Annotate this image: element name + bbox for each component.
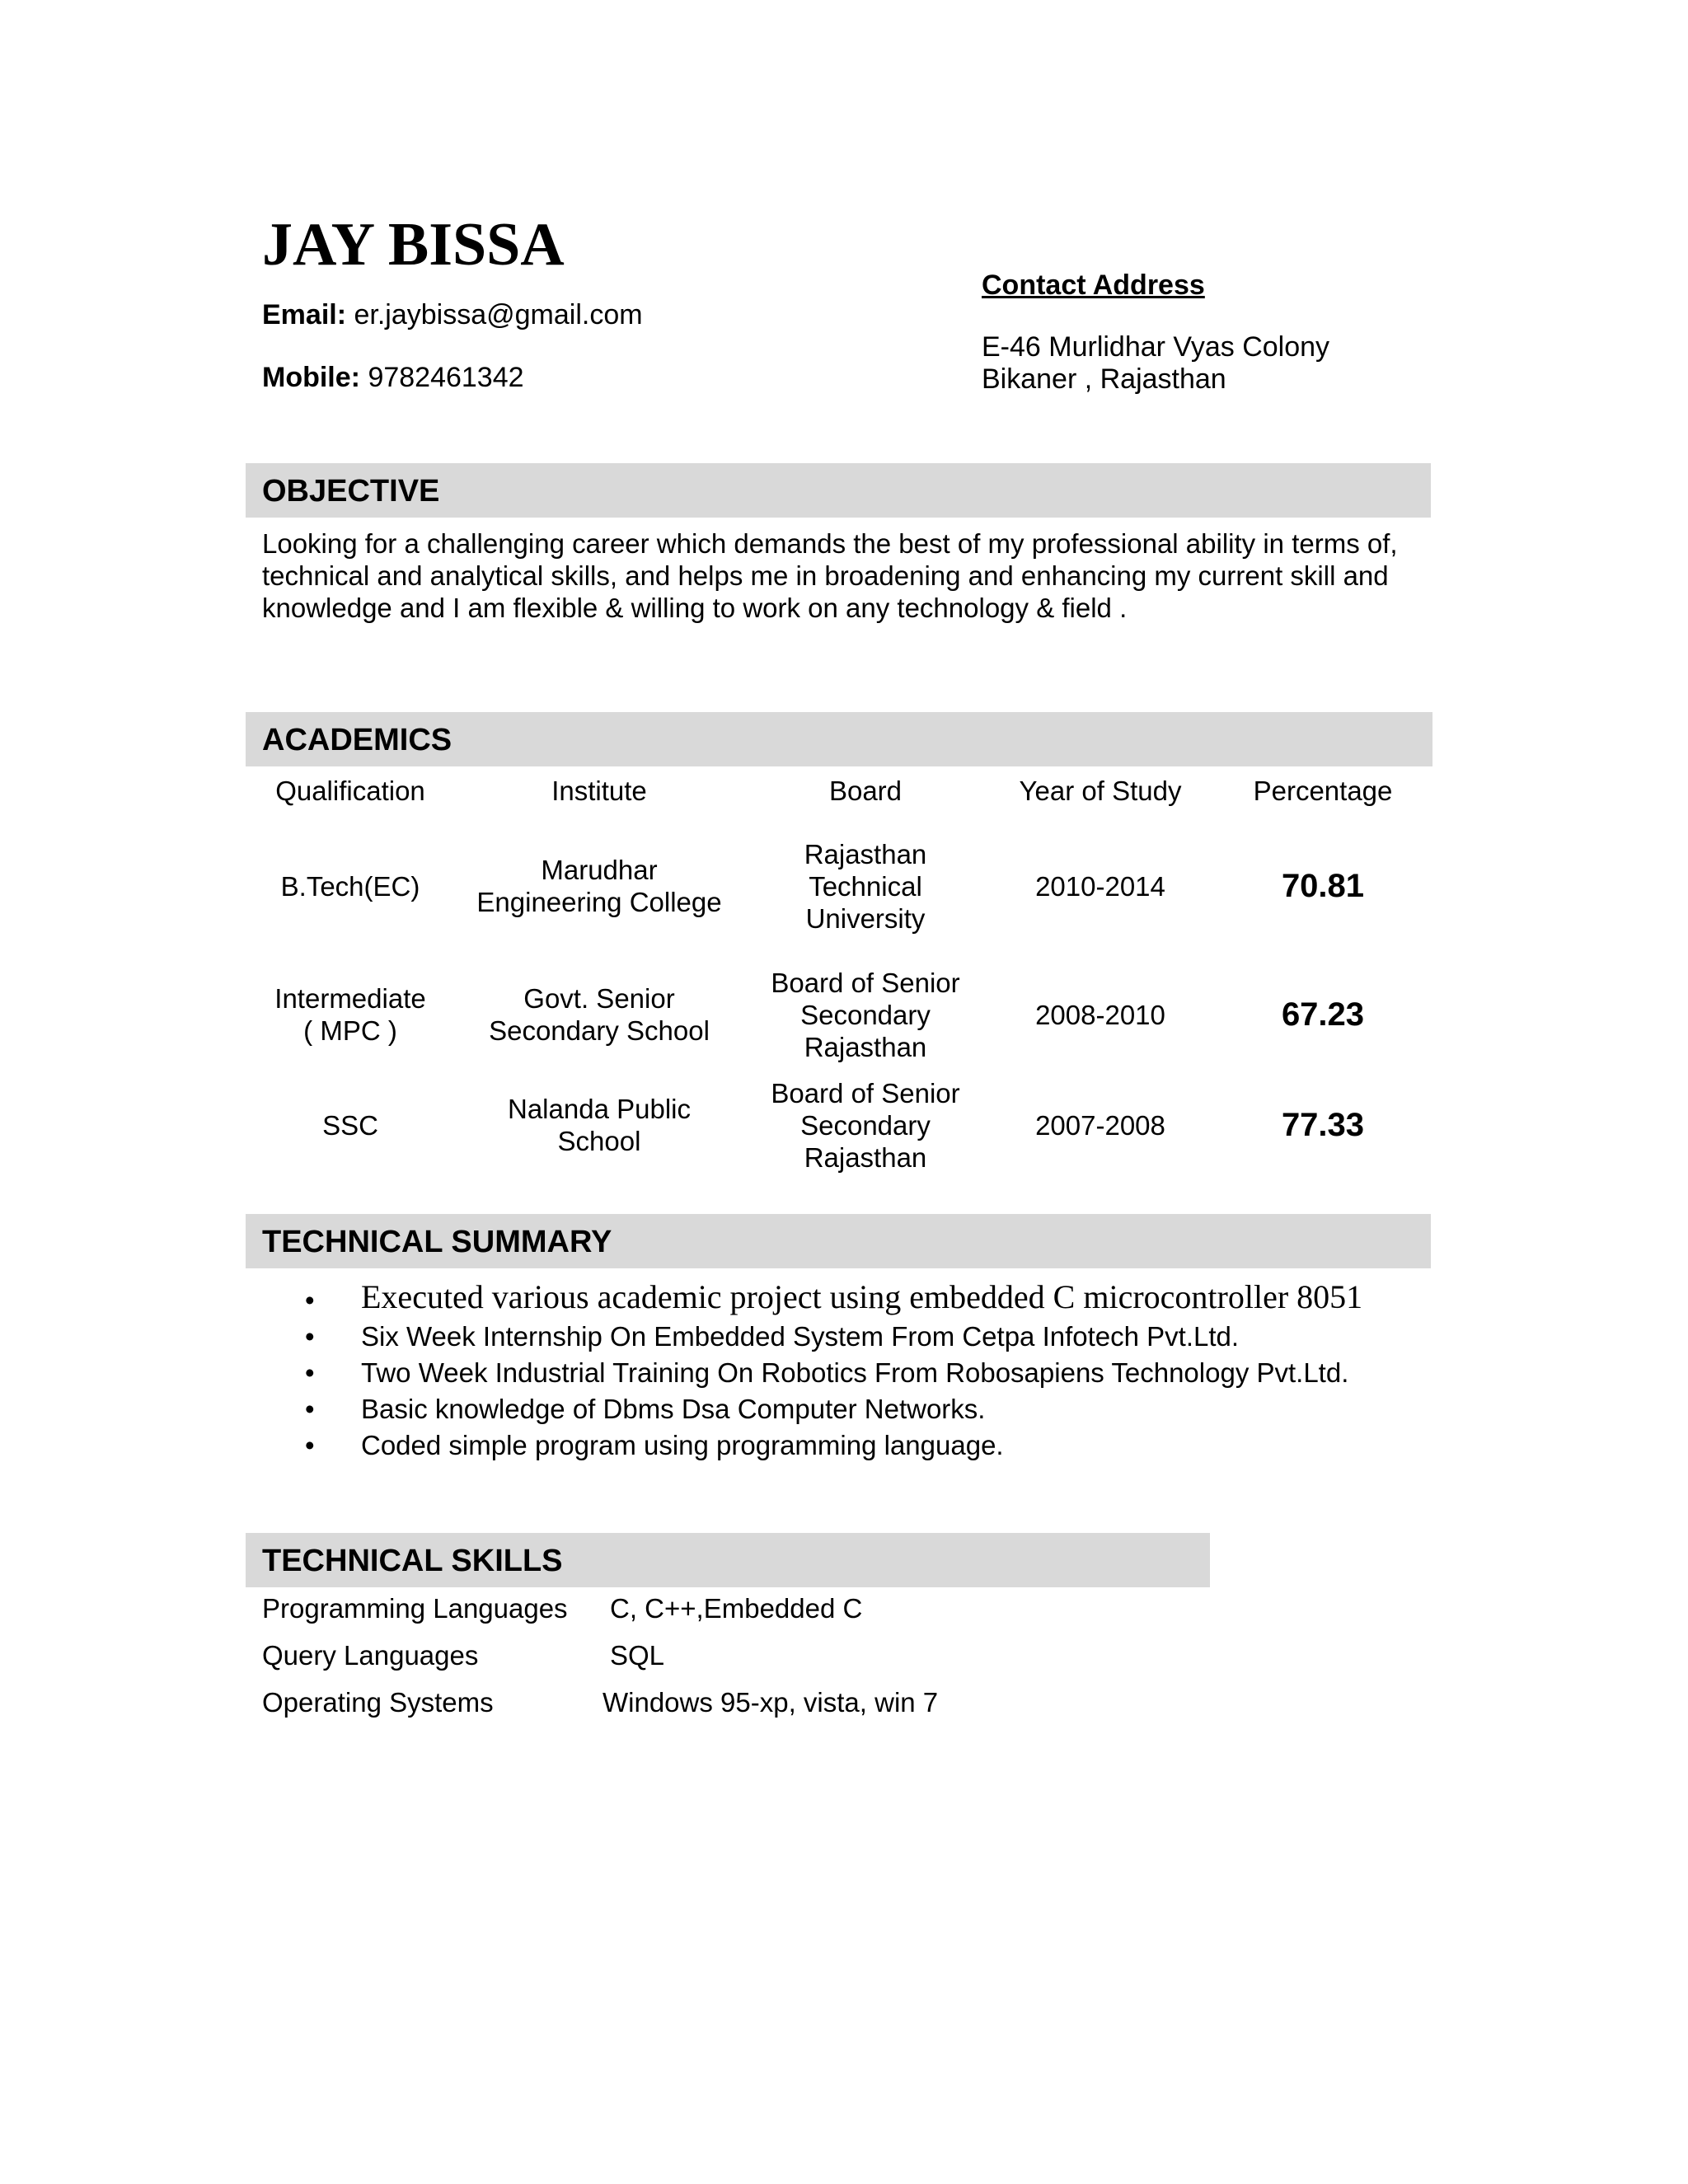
board-cell: Board of Senior Secondary Rajasthan bbox=[771, 967, 960, 1062]
email-value: er.jaybissa@gmail.com bbox=[354, 299, 643, 330]
technical-summary-title: TECHNICAL SUMMARY bbox=[262, 1225, 612, 1259]
bullet-icon: • bbox=[305, 1285, 315, 1315]
qualification-cell: B.Tech(EC) bbox=[280, 870, 420, 902]
column-header-year: Year of Study bbox=[1019, 776, 1182, 806]
list-item: • Coded simple program using programming language. bbox=[305, 1427, 1362, 1464]
academics-title: ACADEMICS bbox=[262, 723, 452, 757]
qualification-cell: SSC bbox=[322, 1109, 378, 1141]
skill-label-os: Operating Systems bbox=[262, 1687, 494, 1718]
institute-cell: Marudhar Engineering College bbox=[476, 855, 722, 917]
year-cell: 2010-2014 bbox=[1035, 870, 1165, 902]
institute-cell: Nalanda Public School bbox=[508, 1094, 691, 1156]
percentage-cell: 77.33 bbox=[1281, 1106, 1365, 1143]
skill-label-programming: Programming Languages bbox=[262, 1593, 568, 1624]
list-item: • Six Week Internship On Embedded System From Cetpa Infotech Pvt.Ltd. bbox=[305, 1319, 1362, 1355]
bullet-icon: • bbox=[305, 1357, 315, 1388]
objective-section-header bbox=[246, 463, 1431, 518]
technical-skills-title: TECHNICAL SKILLS bbox=[262, 1544, 563, 1578]
list-item: • Executed various academic project using embedded C microcontroller 8051 bbox=[305, 1276, 1362, 1319]
candidate-name: JAY BISSA bbox=[262, 211, 565, 279]
skill-value-query: SQL bbox=[610, 1640, 665, 1671]
mobile-label: Mobile: bbox=[262, 362, 360, 393]
list-item: • Basic knowledge of Dbms Dsa Computer Networks. bbox=[305, 1391, 1362, 1427]
skill-value-os: Windows 95-xp, vista, win 7 bbox=[603, 1687, 939, 1718]
year-cell: 2007-2008 bbox=[1035, 1109, 1165, 1141]
technical-skills-section-header bbox=[246, 1533, 1210, 1587]
email-label: Email: bbox=[262, 299, 347, 330]
bullet-icon: • bbox=[305, 1394, 315, 1424]
column-header-institute: Institute bbox=[551, 776, 647, 806]
year-cell: 2008-2010 bbox=[1035, 999, 1165, 1030]
board-cell: Rajasthan Technical University bbox=[804, 838, 927, 934]
technical-summary-section-header bbox=[246, 1214, 1431, 1268]
objective-text: Looking for a challenging career which demands the best of my professional ability in terms of, technical and analytical skills, and helps me in broadening and enhancing my current skill and knowledge and I am flexible & willing to work on any technology & field . bbox=[262, 528, 1398, 623]
email-line bbox=[262, 298, 643, 331]
skill-value-programming: C, C++,Embedded C bbox=[610, 1593, 863, 1624]
academics-section-header bbox=[246, 712, 1432, 766]
mobile-value: 9782461342 bbox=[368, 362, 524, 393]
technical-summary-list bbox=[305, 1276, 1362, 1464]
bullet-icon: • bbox=[305, 1321, 315, 1352]
list-item: • Two Week Industrial Training On Robotics From Robosapiens Technology Pvt.Ltd. bbox=[305, 1355, 1362, 1391]
objective-title: OBJECTIVE bbox=[262, 474, 440, 509]
column-header-qualification: Qualification bbox=[275, 776, 425, 806]
bullet-icon: • bbox=[305, 1430, 315, 1460]
qualification-cell: Intermediate ( MPC ) bbox=[274, 983, 426, 1046]
column-header-board: Board bbox=[828, 776, 903, 806]
percentage-cell: 70.81 bbox=[1281, 867, 1365, 904]
skill-label-query: Query Languages bbox=[262, 1640, 479, 1671]
board-cell: Board of Senior Secondary Rajasthan bbox=[771, 1077, 960, 1173]
institute-cell: Govt. Senior Secondary School bbox=[489, 983, 710, 1046]
contact-address-heading: Contact Address bbox=[982, 269, 1205, 301]
address-line-2: Bikaner , Rajasthan bbox=[982, 363, 1226, 395]
address-line-1: E-46 Murlidhar Vyas Colony bbox=[982, 331, 1330, 363]
mobile-line bbox=[262, 361, 524, 394]
column-header-percentage: Percentage bbox=[1253, 776, 1393, 806]
percentage-cell: 67.23 bbox=[1281, 996, 1365, 1033]
